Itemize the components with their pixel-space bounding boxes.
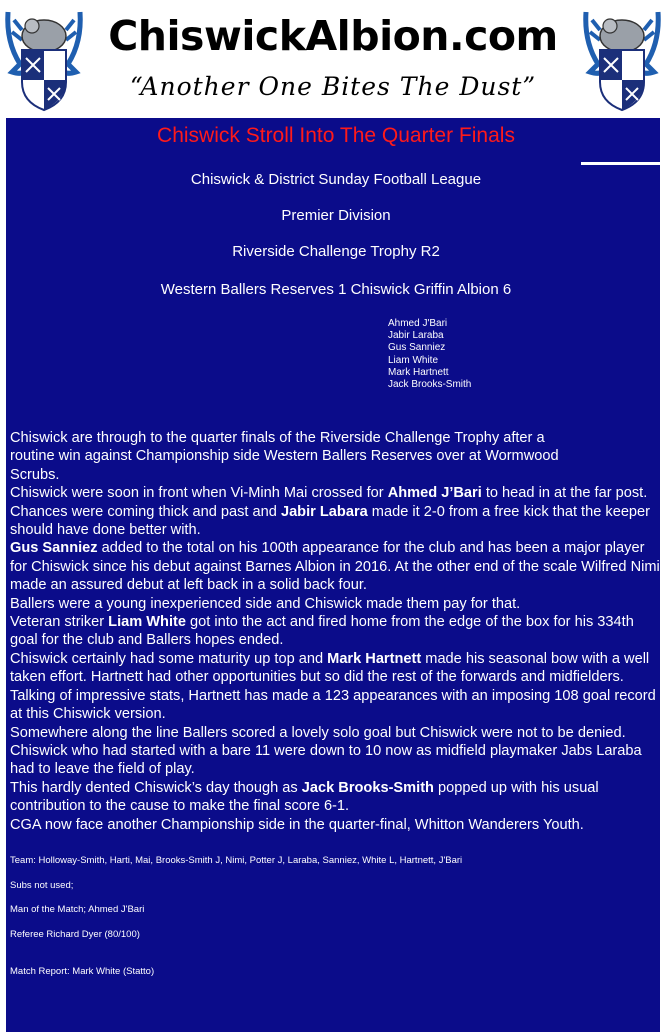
scorer-name: Mark Hartnett <box>388 366 449 378</box>
competition-name: Riverside Challenge Trophy R2 <box>232 243 440 260</box>
site-motto: “Another One Bites The Dust” <box>129 72 537 101</box>
scorer-name: Jack Brooks-Smith <box>388 379 472 391</box>
scorer-name: Gus Sanniez <box>388 342 446 354</box>
player-name: Gus Sanniez <box>10 540 98 557</box>
site-header <box>0 0 667 118</box>
article-headline: Chiswick Stroll Into The Quarter Finals <box>157 124 515 147</box>
report-paragraph: Somewhere along the line Ballers scored a lovely solo goal but Chiswick were not to be denied. Chiswick who had started with a bare 11 were down to 10 now as midfield playmaker Jabs Laraba had to leave the field of play. <box>10 724 642 778</box>
report-author: Match Report: Mark White (Statto) <box>10 966 155 977</box>
player-name: Jack Brooks-Smith <box>301 779 434 796</box>
player-name: Mark Hartnett <box>327 650 422 667</box>
scorer-name: Jabir Laraba <box>388 330 444 342</box>
match-result: Western Ballers Reserves 1 Chiswick Griffin Albion 6 <box>160 281 512 298</box>
report-paragraph: Veteran striker Liam White got into the act and fired home from the edge of the box for his 334th goal for the club and Ballers hopes ended. <box>10 614 634 649</box>
report-paragraph: Chiswick were soon in front when Vi-Minh Mai crossed for Ahmed J’Bari to head in at the far post. Chances were coming thick and past and Jabir Labara made it 2-0 from a free kick that the keeper should have done better with. <box>10 485 651 539</box>
divider <box>581 162 667 165</box>
player-name: Ahmed J’Bari <box>387 485 482 502</box>
subs-not-used: Subs not used; <box>10 880 74 891</box>
player-name: Jabir Labara <box>280 503 368 520</box>
division-name: Premier Division <box>281 207 391 224</box>
club-crest-logo <box>2 2 86 114</box>
scorer-name: Ahmed J'Bari <box>388 318 448 329</box>
club-crest-logo <box>580 2 664 114</box>
scorers-list <box>388 318 588 391</box>
report-paragraph: Chiswick are through to the quarter finals of the Riverside Challenge Trophy after a routine win against Championship side Western Ballers Reserves over at Wormwood Scrubs. <box>10 430 559 483</box>
scorer-name: Liam White <box>388 354 439 366</box>
referee-rating: Referee Richard Dyer (80/100) <box>10 929 140 940</box>
league-name: Chiswick & District Sunday Football League <box>190 171 482 188</box>
match-report <box>10 429 660 834</box>
report-paragraph: Gus Sanniez added to the total on his 100th appearance for the club and has been a major player for Chiswick since his debut against Barnes Albion in 2016. At the other end of the scale Wilfred Nimi made an assured debut at left back in a solid back four. <box>10 540 660 594</box>
report-paragraph: This hardly dented Chiswick’s day though as Jack Brooks-Smith popped up with his usual contribution to the cause to make the final score 6-1. <box>10 779 599 815</box>
player-name: Liam White <box>108 614 186 631</box>
report-paragraph: Ballers were a young inexperienced side and Chiswick made them pay for that. <box>10 595 521 612</box>
report-paragraph: CGA now face another Championship side in the quarter-final, Whitton Wanderers Youth. <box>10 816 584 833</box>
team-lineup: Team: Holloway-Smith, Harti, Mai, Brooks-Smith J, Nimi, Potter J, Laraba, Sanniez, White L, Hartnett, J'Bari <box>10 855 463 866</box>
man-of-the-match: Man of the Match; Ahmed J'Bari <box>10 904 145 915</box>
site-title: ChiswickAlbion.com <box>108 12 558 60</box>
report-paragraph: Chiswick certainly had some maturity up top and Mark Hartnett made his seasonal bow with a well taken effort. Hartnett had other opportunities but so did the rest of the forwards and midfielders. Talking of impressive stats, Hartnett has made a 123 appearances with an imposing 108 goal record at this Chiswick version. <box>10 650 656 723</box>
